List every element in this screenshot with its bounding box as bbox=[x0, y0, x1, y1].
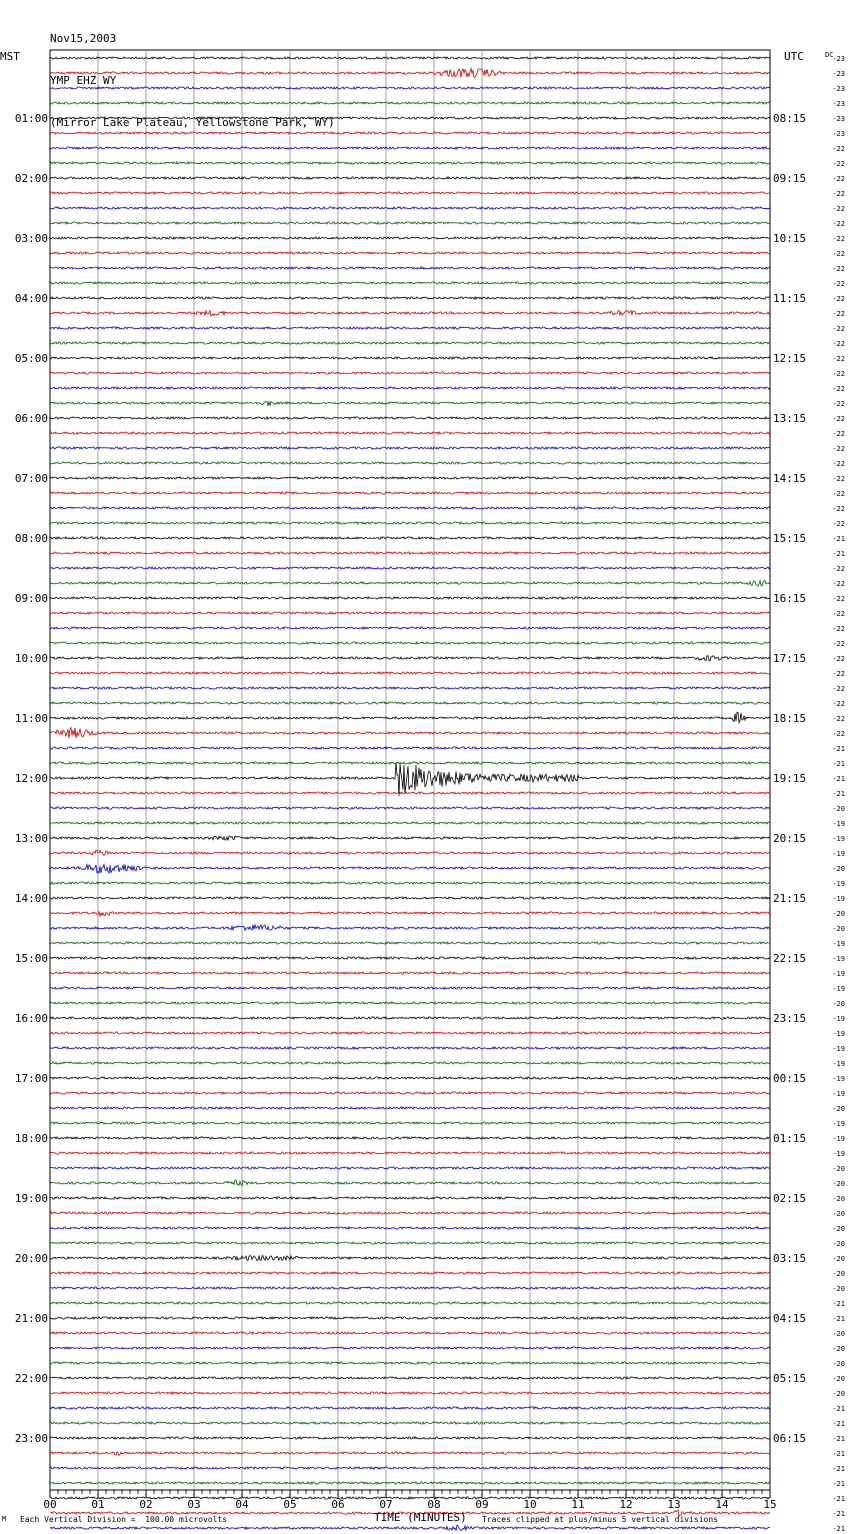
hour-label-mst: 04:00 bbox=[14, 292, 48, 305]
trace-line bbox=[50, 836, 770, 841]
trace-line bbox=[50, 1302, 770, 1304]
trace-line bbox=[50, 327, 770, 329]
trace-line bbox=[50, 1047, 770, 1049]
dc-offset-label: -19 bbox=[832, 1150, 845, 1158]
trace-line bbox=[50, 492, 770, 494]
dc-offset-label: -22 bbox=[832, 460, 845, 468]
dc-offset-label: -19 bbox=[832, 850, 845, 858]
dc-offset-label: -19 bbox=[832, 1015, 845, 1023]
corner-mark: M bbox=[2, 1515, 7, 1523]
dc-offset-label: -22 bbox=[832, 595, 845, 603]
trace-line bbox=[50, 882, 770, 884]
trace-line bbox=[50, 310, 770, 315]
x-tick-label: 12 bbox=[619, 1498, 633, 1511]
trace-line bbox=[50, 132, 770, 134]
hour-label-mst: 12:00 bbox=[14, 772, 48, 785]
dc-offset-label: -20 bbox=[832, 1165, 845, 1173]
dc-offset-label: -20 bbox=[832, 1390, 845, 1398]
dc-offset-label: -22 bbox=[832, 445, 845, 453]
dc-offset-label: -20 bbox=[832, 865, 845, 873]
dc-offset-label: -19 bbox=[832, 1120, 845, 1128]
trace-line bbox=[50, 147, 770, 149]
dc-offset-label: -22 bbox=[832, 385, 845, 393]
trace-line bbox=[50, 1437, 770, 1439]
dc-offset-label: -20 bbox=[832, 1360, 845, 1368]
trace-line bbox=[50, 1377, 770, 1379]
dc-offset-label: -21 bbox=[832, 1405, 845, 1413]
dc-offset-label: -21 bbox=[832, 1465, 845, 1473]
dc-offset-label: -22 bbox=[832, 325, 845, 333]
trace-line bbox=[50, 864, 770, 873]
dc-offset-label: -22 bbox=[832, 400, 845, 408]
hour-label-mst: 02:00 bbox=[14, 172, 48, 185]
trace-line bbox=[50, 612, 770, 614]
trace-line bbox=[50, 357, 770, 359]
trace-line bbox=[50, 747, 770, 749]
dc-offset-label: -22 bbox=[832, 415, 845, 423]
trace-line bbox=[50, 1077, 770, 1079]
dc-offset-label: -21 bbox=[832, 1420, 845, 1428]
trace-line bbox=[50, 642, 770, 644]
trace-line bbox=[50, 1422, 770, 1424]
dc-offset-label: -21 bbox=[832, 1435, 845, 1443]
x-tick-label: 00 bbox=[43, 1498, 57, 1511]
trace-line bbox=[50, 850, 770, 855]
dc-offset-label: -22 bbox=[832, 655, 845, 663]
clip-note: Traces clipped at plus/minus 5 vertical divisions bbox=[482, 1515, 719, 1524]
header-location: (Mirror Lake Plateau, Yellowstone Park, WY) bbox=[50, 116, 335, 129]
hour-label-utc: 12:15 bbox=[773, 352, 807, 365]
trace-line bbox=[50, 1167, 770, 1169]
trace-line bbox=[50, 537, 770, 539]
hour-label-mst: 15:00 bbox=[14, 952, 48, 965]
trace-line bbox=[50, 687, 770, 689]
hour-label-mst: 22:00 bbox=[14, 1372, 48, 1385]
dc-offset-label: -21 bbox=[832, 760, 845, 768]
dc-offset-label: -23 bbox=[832, 55, 845, 63]
trace-line bbox=[50, 627, 770, 629]
trace-line bbox=[50, 222, 770, 224]
trace-line bbox=[50, 342, 770, 344]
trace-line bbox=[50, 477, 770, 479]
trace-line bbox=[50, 462, 770, 464]
trace-line bbox=[50, 1317, 770, 1319]
dc-offset-label: -19 bbox=[832, 955, 845, 963]
dc-offset-label: -21 bbox=[832, 745, 845, 753]
hour-label-utc: 10:15 bbox=[773, 232, 807, 245]
hour-label-mst: 14:00 bbox=[14, 892, 48, 905]
trace-line bbox=[50, 581, 770, 587]
trace-line bbox=[50, 712, 770, 722]
hour-label-utc: 20:15 bbox=[773, 832, 807, 845]
trace-line bbox=[50, 1272, 770, 1274]
dc-offset-label: -20 bbox=[832, 1240, 845, 1248]
hour-label-mst: 10:00 bbox=[14, 652, 48, 665]
trace-line bbox=[50, 447, 770, 449]
hour-label-utc: 01:15 bbox=[773, 1132, 807, 1145]
trace-line bbox=[50, 372, 770, 374]
dc-offset-label: -21 bbox=[832, 790, 845, 798]
trace-line bbox=[50, 1525, 770, 1530]
trace-line bbox=[50, 87, 770, 89]
dc-offset-label: -22 bbox=[832, 700, 845, 708]
dc-offset-label: -23 bbox=[832, 85, 845, 93]
trace-line bbox=[50, 432, 770, 434]
dc-offset-label: -22 bbox=[832, 265, 845, 273]
trace-line bbox=[50, 177, 770, 179]
trace-line bbox=[50, 1497, 770, 1499]
trace-line bbox=[50, 1092, 770, 1094]
x-tick-label: 02 bbox=[139, 1498, 153, 1511]
hour-label-mst: 23:00 bbox=[14, 1432, 48, 1445]
hour-label-mst: 21:00 bbox=[14, 1312, 48, 1325]
trace-line bbox=[50, 925, 770, 931]
x-tick-label: 03 bbox=[187, 1498, 201, 1511]
hour-label-utc: 14:15 bbox=[773, 472, 807, 485]
dc-offset-label: -21 bbox=[832, 535, 845, 543]
hour-label-mst: 13:00 bbox=[14, 832, 48, 845]
header-station: YMP EHZ WY bbox=[50, 74, 117, 87]
trace-line bbox=[50, 102, 770, 104]
dc-offset-label: -22 bbox=[832, 250, 845, 258]
hour-label-mst: 20:00 bbox=[14, 1252, 48, 1265]
dc-offset-label: -20 bbox=[832, 1180, 845, 1188]
dc-offset-label: -19 bbox=[832, 895, 845, 903]
dc-offset-label: -22 bbox=[832, 190, 845, 198]
trace-line bbox=[50, 1452, 770, 1456]
dc-offset-label: -20 bbox=[832, 1330, 845, 1338]
dc-offset-label: -22 bbox=[832, 520, 845, 528]
dc-offset-label: -19 bbox=[832, 1135, 845, 1143]
dc-offset-label: -20 bbox=[832, 1285, 845, 1293]
hour-label-utc: 05:15 bbox=[773, 1372, 807, 1385]
utc-label: UTC bbox=[784, 50, 804, 63]
dc-offset-label: -20 bbox=[832, 1210, 845, 1218]
dc-offset-label: -22 bbox=[832, 715, 845, 723]
hour-label-utc: 22:15 bbox=[773, 952, 807, 965]
hour-label-utc: 15:15 bbox=[773, 532, 807, 545]
dc-offset-label: -23 bbox=[832, 100, 845, 108]
trace-line bbox=[50, 1407, 770, 1409]
dc-offset-label: -22 bbox=[832, 685, 845, 693]
trace-line bbox=[50, 728, 770, 739]
dc-offset-label: -21 bbox=[832, 1495, 845, 1503]
dc-offset-label: -20 bbox=[832, 1225, 845, 1233]
trace-line bbox=[50, 522, 770, 524]
x-tick-label: 14 bbox=[715, 1498, 729, 1511]
dc-offset-label: -20 bbox=[832, 805, 845, 813]
dc-offset-label: -20 bbox=[832, 910, 845, 918]
dc-offset-label: -22 bbox=[832, 370, 845, 378]
trace-line bbox=[50, 1002, 770, 1004]
dc-offset-label: -22 bbox=[832, 490, 845, 498]
hour-label-mst: 03:00 bbox=[14, 232, 48, 245]
dc-offset-label: -22 bbox=[832, 625, 845, 633]
trace-line bbox=[50, 762, 770, 764]
trace-line bbox=[50, 1392, 770, 1394]
trace-line bbox=[50, 1256, 770, 1261]
dc-offset-label: -23 bbox=[832, 130, 845, 138]
dc-offset-label: -22 bbox=[832, 505, 845, 513]
trace-line bbox=[50, 972, 770, 974]
dc-offset-label: -22 bbox=[832, 475, 845, 483]
hour-label-mst: 11:00 bbox=[14, 712, 48, 725]
hour-label-utc: 16:15 bbox=[773, 592, 807, 605]
trace-line bbox=[50, 1152, 770, 1154]
trace-line bbox=[50, 1227, 770, 1229]
x-tick-label: 09 bbox=[475, 1498, 489, 1511]
dc-offset-label: -22 bbox=[832, 430, 845, 438]
trace-line bbox=[50, 117, 770, 119]
trace-line bbox=[50, 1332, 770, 1334]
trace-line bbox=[50, 267, 770, 269]
dc-offset-label: -21 bbox=[832, 1450, 845, 1458]
trace-line bbox=[50, 1137, 770, 1139]
dc-offset-label: -21 bbox=[832, 1510, 845, 1518]
hour-label-mst: 19:00 bbox=[14, 1192, 48, 1205]
hour-label-utc: 03:15 bbox=[773, 1252, 807, 1265]
dc-offset-label: -20 bbox=[832, 1105, 845, 1113]
trace-line bbox=[50, 1242, 770, 1244]
hour-label-utc: 19:15 bbox=[773, 772, 807, 785]
dc-offset-label: -22 bbox=[832, 175, 845, 183]
dc-offset-label: -19 bbox=[832, 985, 845, 993]
x-axis-label: TIME (MINUTES) bbox=[374, 1511, 467, 1524]
dc-offset-label: -22 bbox=[832, 670, 845, 678]
trace-line bbox=[50, 507, 770, 509]
dc-offset-label: -21 bbox=[832, 1315, 845, 1323]
trace-line bbox=[50, 597, 770, 599]
dc-offset-label: -22 bbox=[832, 235, 845, 243]
mst-label: MST bbox=[0, 50, 20, 63]
hour-label-utc: 04:15 bbox=[773, 1312, 807, 1325]
dc-offset-label: -19 bbox=[832, 835, 845, 843]
trace-line bbox=[50, 297, 770, 299]
trace-line bbox=[50, 1122, 770, 1124]
dc-offset-label: -22 bbox=[832, 580, 845, 588]
trace-line bbox=[50, 1362, 770, 1364]
dc-offset-label: -19 bbox=[832, 820, 845, 828]
dc-offset-label: -21 bbox=[832, 1525, 845, 1533]
trace-line bbox=[50, 401, 770, 406]
trace-line bbox=[50, 1482, 770, 1484]
trace-line bbox=[50, 1017, 770, 1019]
dc-offset-label: -21 bbox=[832, 1300, 845, 1308]
x-tick-label: 05 bbox=[283, 1498, 297, 1511]
hour-label-utc: 09:15 bbox=[773, 172, 807, 185]
dc-offset-label: -22 bbox=[832, 145, 845, 153]
hour-label-utc: 02:15 bbox=[773, 1192, 807, 1205]
hour-label-mst: 07:00 bbox=[14, 472, 48, 485]
trace-line bbox=[50, 237, 770, 239]
dc-offset-label: -22 bbox=[832, 160, 845, 168]
dc-offset-label: -22 bbox=[832, 730, 845, 738]
dc-offset-label: -19 bbox=[832, 970, 845, 978]
dc-offset-label: -22 bbox=[832, 280, 845, 288]
trace-line bbox=[50, 912, 770, 916]
trace-line bbox=[50, 1197, 770, 1199]
hour-label-mst: 05:00 bbox=[14, 352, 48, 365]
trace-line bbox=[50, 552, 770, 554]
trace-line bbox=[50, 567, 770, 569]
trace-line bbox=[50, 57, 770, 59]
hour-label-mst: 17:00 bbox=[14, 1072, 48, 1085]
dc-offset-label: -20 bbox=[832, 1345, 845, 1353]
trace-line bbox=[50, 702, 770, 704]
trace-line bbox=[50, 763, 770, 796]
scale-note: Each Vertical Division = 100.00 microvolts bbox=[20, 1515, 228, 1524]
dc-offset-label: -21 bbox=[832, 1480, 845, 1488]
dc-offset-label: -22 bbox=[832, 205, 845, 213]
hour-label-utc: 21:15 bbox=[773, 892, 807, 905]
trace-line bbox=[50, 942, 770, 944]
dc-offset-label: -22 bbox=[832, 310, 845, 318]
dc-offset-label: -19 bbox=[832, 1030, 845, 1038]
dc-offset-label: -20 bbox=[832, 1195, 845, 1203]
trace-line bbox=[50, 162, 770, 164]
dc-offset-label: -19 bbox=[832, 1060, 845, 1068]
trace-line bbox=[50, 957, 770, 959]
dc-offset-label: -21 bbox=[832, 550, 845, 558]
trace-line bbox=[50, 1212, 770, 1214]
dc-offset-label: -22 bbox=[832, 355, 845, 363]
trace-line bbox=[50, 1107, 770, 1109]
dc-offset-label: -19 bbox=[832, 940, 845, 948]
trace-group bbox=[50, 57, 770, 1534]
dc-offset-label: -20 bbox=[832, 1255, 845, 1263]
hour-label-utc: 00:15 bbox=[773, 1072, 807, 1085]
x-tick-label: 11 bbox=[571, 1498, 585, 1511]
dc-offset-label: -22 bbox=[832, 295, 845, 303]
trace-line bbox=[50, 192, 770, 194]
dc-offset-label: -22 bbox=[832, 640, 845, 648]
hour-label-utc: 11:15 bbox=[773, 292, 807, 305]
dc-offset-label: -19 bbox=[832, 1090, 845, 1098]
trace-line bbox=[50, 897, 770, 899]
trace-line bbox=[50, 822, 770, 824]
trace-line bbox=[50, 1032, 770, 1034]
trace-line bbox=[50, 417, 770, 419]
x-tick-label: 01 bbox=[91, 1498, 105, 1511]
hour-label-utc: 18:15 bbox=[773, 712, 807, 725]
hour-label-mst: 09:00 bbox=[14, 592, 48, 605]
hour-label-mst: 18:00 bbox=[14, 1132, 48, 1145]
x-tick-label: 10 bbox=[523, 1498, 537, 1511]
trace-line bbox=[50, 1467, 770, 1469]
trace-line bbox=[50, 252, 770, 254]
dc-offset-label: -19 bbox=[832, 1045, 845, 1053]
x-tick-label: 06 bbox=[331, 1498, 345, 1511]
trace-line bbox=[50, 1062, 770, 1064]
trace-line bbox=[50, 656, 770, 661]
trace-line bbox=[50, 807, 770, 809]
dc-offset-label: -22 bbox=[832, 340, 845, 348]
hour-label-mst: 08:00 bbox=[14, 532, 48, 545]
dc-offset-label: -20 bbox=[832, 1375, 845, 1383]
dc-label: DC bbox=[825, 51, 834, 59]
hour-label-utc: 13:15 bbox=[773, 412, 807, 425]
trace-line bbox=[50, 1287, 770, 1289]
trace-line bbox=[50, 1180, 770, 1186]
hour-label-utc: 23:15 bbox=[773, 1012, 807, 1025]
trace-line bbox=[50, 987, 770, 989]
hour-label-mst: 06:00 bbox=[14, 412, 48, 425]
hour-label-utc: 08:15 bbox=[773, 112, 807, 125]
dc-offset-label: -20 bbox=[832, 925, 845, 933]
trace-line bbox=[50, 672, 770, 674]
dc-offset-label: -19 bbox=[832, 1075, 845, 1083]
dc-offset-label: -23 bbox=[832, 70, 845, 78]
hour-label-utc: 06:15 bbox=[773, 1432, 807, 1445]
trace-line bbox=[50, 792, 770, 794]
trace-line bbox=[50, 387, 770, 389]
dc-offset-label: -20 bbox=[832, 1000, 845, 1008]
x-tick-label: 07 bbox=[379, 1498, 393, 1511]
x-tick-label: 13 bbox=[667, 1498, 681, 1511]
hour-label-mst: 16:00 bbox=[14, 1012, 48, 1025]
x-tick-label: 04 bbox=[235, 1498, 249, 1511]
x-tick-label: 08 bbox=[427, 1498, 441, 1511]
dc-offset-label: -22 bbox=[832, 610, 845, 618]
dc-offset-label: -20 bbox=[832, 1270, 845, 1278]
header-date: Nov15,2003 bbox=[50, 32, 117, 45]
hour-label-utc: 17:15 bbox=[773, 652, 807, 665]
trace-line bbox=[50, 1347, 770, 1349]
dc-offset-label: -22 bbox=[832, 565, 845, 573]
dc-offset-label: -21 bbox=[832, 775, 845, 783]
hour-label-mst: 01:00 bbox=[14, 112, 48, 125]
dc-offset-label: -23 bbox=[832, 115, 845, 123]
trace-line bbox=[50, 207, 770, 209]
dc-offset-label: -19 bbox=[832, 880, 845, 888]
x-tick-label: 15 bbox=[763, 1498, 777, 1511]
trace-line bbox=[50, 68, 770, 77]
dc-offset-label: -22 bbox=[832, 220, 845, 228]
trace-line bbox=[50, 282, 770, 284]
